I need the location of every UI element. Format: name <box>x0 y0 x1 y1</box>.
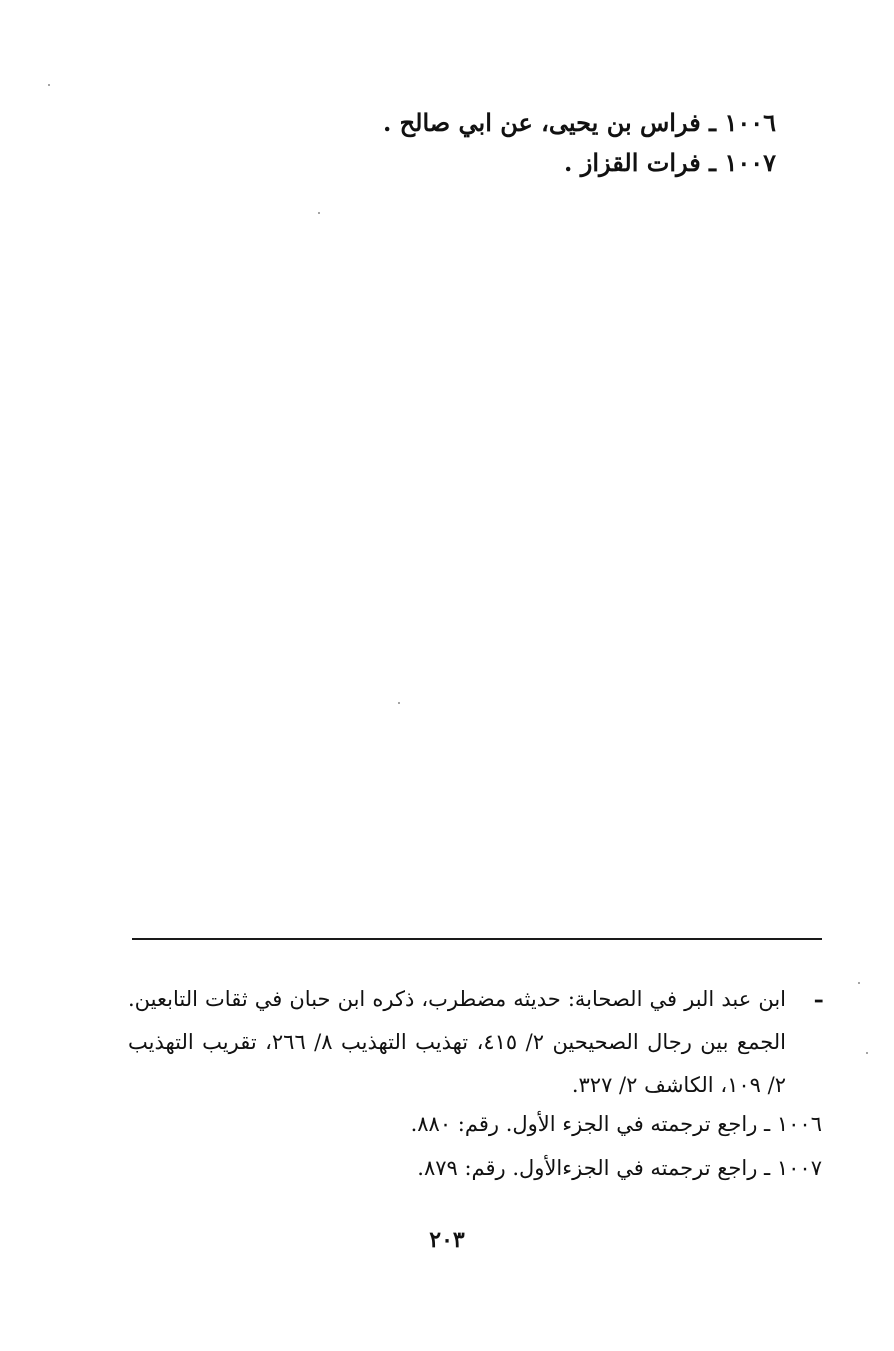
footnote-marker: ـ <box>815 982 822 1008</box>
footnote-1006: ١٠٠٦ ـ راجع ترجمته في الجزء الأول. رقم: ٨٨٠. <box>410 1112 822 1136</box>
entry-1006: ١٠٠٦ ـ فراس بن يحيى، عن ابي صالح . <box>382 108 776 137</box>
scan-speck <box>48 84 50 86</box>
scan-speck <box>398 702 400 704</box>
scan-speck <box>866 1052 868 1054</box>
page-number: ٢٠٣ <box>429 1227 465 1253</box>
entry-1007: ١٠٠٧ ـ فرات القزاز . <box>564 148 776 177</box>
scan-speck <box>318 212 320 214</box>
footnote-continuation: ابن عبد البر في الصحابة: حديثه مضطرب، ذكره ابن حبان في ثقات التابعين. الجمع بين رجال الصحيحين ٢/ ٤١٥، تهذيب التهذيب ٨/ ٢٦٦، تقريب التهذيب ٢/ ١٠٩، الكاشف ٢/ ٣٢٧. <box>128 987 787 1097</box>
scan-speck <box>858 982 860 984</box>
footnote-1007: ١٠٠٧ ـ راجع ترجمته في الجزءالأول. رقم: ٨٧٩. <box>417 1156 822 1180</box>
footnote-separator <box>132 938 822 940</box>
